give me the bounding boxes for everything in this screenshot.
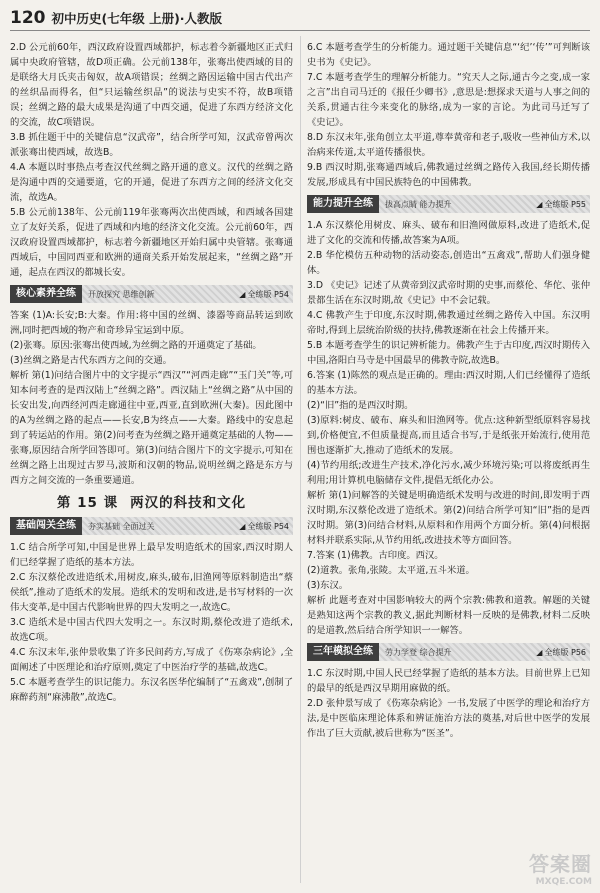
answer-paragraph: 3.C 造纸术是中国古代四大发明之一。东汉时期,蔡伦改进了造纸术,故选C项。: [10, 617, 293, 643]
section-banner: [307, 195, 590, 213]
lesson-title: [10, 496, 293, 511]
answer-list: [307, 666, 590, 741]
answer-paragraph: (2)“旧”指的是西汉时期。: [307, 400, 414, 411]
right-column: [307, 40, 590, 741]
answer-paragraph: (4)节约用纸;改进生产技术,净化污水,减少环境污染;可以将废纸再生利用;用计算机电脑储存文件,提倡无纸化办公。: [307, 460, 590, 486]
answer-paragraph: 7.答案 (1)佛教。古印度。西汉。: [307, 550, 444, 561]
column-divider: [300, 36, 301, 883]
page-number: 120: [10, 8, 46, 28]
section-banner: [10, 517, 293, 535]
answer-paragraph: 4.C 佛教产生于印度,东汉时期,佛教通过丝绸之路传入中国。东汉明帝时,得到上层统治阶级的扶持,佛教逐渐在社会上传播开来。: [307, 310, 590, 336]
book-icon: ◢: [239, 521, 246, 531]
answer-paragraph: 4.C 东汉末年,张仲景收集了许多民间药方,写成了《伤寒杂病论》,全面阐述了中医理论和治疗原则,奠定了中医治疗学的基础,故选C。: [10, 647, 293, 673]
banner-title: 能力提升全练: [307, 195, 379, 213]
answer-paragraph: 8.D 东汉末年,张角创立太平道,尊奉黄帝和老子,吸收一些神仙方术,以治病来传道,太平道传播很快。: [307, 132, 590, 158]
lesson-number: 第 15 课: [56, 495, 119, 511]
answer-paragraph: 7.C 本题考查学生的理解分析能力。“究天人之际,通古今之变,成一家之言”出自司马迁的《报任少卿书》,意思是:想探求天道与人事之间的关系,贯通古往今来变化的脉络,成为一家的言论。为此司马迁写了《史记》。: [307, 72, 590, 128]
banner-ref: ◢ 全练版 P54: [239, 287, 293, 302]
banner-title: 三年模拟全练: [307, 643, 379, 661]
answer-paragraph: (2)道教。张角,张陵。太平道,五斗米道。: [307, 565, 475, 576]
answer-paragraph: 解析 第(1)问解答的关键是明确造纸术发明与改进的时间,即发明于西汉时期,东汉蔡伦改进了造纸术。第(2)问结合所学可知“旧”指的是西汉时期。第(3)问结合材料,从原料和作用两个方面分析。第(4)问根据材料并联系实际,从节约用纸,改进技术等方面回答。: [307, 490, 590, 546]
answer-paragraph: 1.C 东汉时期,中国人民已经掌握了造纸的基本方法。目前世界上已知的最早的纸是西汉早期用麻做的纸。: [307, 668, 590, 694]
answer-paragraph: 3.D 《史记》记述了从黄帝到汉武帝时期的史事,而蔡伦、华佗、张仲景都生活在东汉时期,故《史记》中不会记载。: [307, 280, 590, 306]
lesson-name: 两汉的科技和文化: [130, 495, 247, 511]
answer-paragraph: 2.D 张仲景写成了《伤寒杂病论》一书,发展了中医学的理论和治疗方法,是中医临床理论体系和辨证施治方法的奠基,对后世中医学的发展作出了巨大贡献,被后世称为“医圣”。: [307, 698, 590, 739]
page-header: [10, 8, 222, 28]
answer-paragraph: (3)原料:树皮、破布、麻头和旧渔网等。优点:这种新型纸原料容易找到,价格便宜,不但质量提高,而且适合书写,于是纸张开始流行,使用范围也逐渐扩大,推动了造纸术的发展。: [307, 415, 590, 456]
banner-ref: ◢ 全练版 P54: [239, 519, 293, 534]
book-icon: ◢: [239, 289, 246, 299]
banner-title: 核心素养全练: [10, 285, 82, 303]
banner-ref: ◢ 全练版 P56: [536, 645, 590, 660]
answer-paragraph: 9.B 西汉时期,张骞通西域后,佛教通过丝绸之路传入我国,经长期传播发展,形成具有中国民族特色的中国佛教。: [307, 162, 590, 188]
answer-paragraph: 6.C 本题考查学生的分析能力。通过题干关键信息“‘纪’‘传’”可判断该史书为《史记》。: [307, 42, 590, 68]
answer-paragraph: 2.C 东汉蔡伦改进造纸术,用树皮,麻头,破布,旧渔网等原料制造出“蔡侯纸”,推动了造纸术的发展。造纸术的发明和改进,是书写材料的一次伟大变革,是中国古代影响世界的四大发明之一,故选C。: [10, 572, 293, 613]
banner-ref: ◢ 全练版 P55: [536, 197, 590, 212]
answer-paragraph: 6.答案 (1)陈然的观点是正确的。理由:西汉时期,人们已经懂得了造纸的基本方法。: [307, 370, 590, 396]
section-banner: [307, 643, 590, 661]
answer-paragraph: 5.B 公元前138年、公元前119年张骞两次出使西域，和西域各国建立了友好关系，促进了西域和内地的经济文化交流。公元前60年，西汉政府设置西域都护，标志着今新疆地区开始归属中央管辖。张骞通西域后，中国同西亚和欧洲的通商关系开始发展起来，“丝绸之路”开通，起点在西汉的都城长安。: [10, 207, 293, 278]
answer-paragraph: 答案 (1)A:长安;B:大秦。作用:将中国的丝绸、漆器等商品转运到欧洲,同时把西域的物产和奇珍异宝运到中原。: [10, 310, 293, 336]
answer-paragraph: 3.B 抓住题干中的关键信息“汉武帝”，结合所学可知，汉武帝曾两次派张骞出使西域，故选B。: [10, 132, 293, 158]
answer-paragraph: 1.A 东汉蔡伦用树皮、麻头、破布和旧渔网做原料,改进了造纸术,促进了文化的交流和传播,故答案为A项。: [307, 220, 590, 246]
answer-paragraph: 2.D 公元前60年，西汉政府设置西域都护，标志着今新疆地区正式归属中央政府管辖，故D项正确。公元前138年，张骞出使西域的目的是联络大月氏夹击匈奴，故A项错误；丝绸之路因运输中国古代出产的丝织品而得名，但“只运输丝织品”的说法与史实不符，故B项错误；丝绸之路的最大成果是沟通了中西交通，促进了东西方经济文化的交流，故C项错误。: [10, 42, 293, 128]
left-column: [10, 40, 293, 705]
banner-subtitle: 夯实基础 全面过关: [88, 521, 155, 531]
answer-list: [307, 218, 590, 638]
answer-paragraph: 解析 第(1)问结合图片中的文字提示“西汉”“河西走廊”“玉门关”等,可知本问考查的是西汉陆上“丝绸之路”。西汉陆上“丝绸之路”从中国的长安出发,向西经河西走廊通往中亚,西亚,直到欧洲(大秦)。因此图中的A为丝绸之路的起点——长安,B为终点——大秦。路线中的安息起到了转运站的作用。第(2)问考查为丝绸之路开通奠定基础的人物——张骞,原因结合所学回答即可。第(3)问结合图片下的文字提示,可知在丝绸之路上出现过古罗马,波斯和汉朝的物品,说明丝绸之路是东方与西方之间交流的一条重要通道。: [10, 370, 293, 486]
answer-list: [10, 308, 293, 488]
answer-list: [10, 40, 293, 280]
answer-paragraph: 解析 此题考查对中国影响较大的两个宗教:佛教和道教。解题的关键是熟知这两个宗教的教义,据此判断材料一反映的是佛教,材料二反映的是道教,然后结合所学知识一一解答。: [307, 595, 590, 636]
answer-paragraph: 4.A 本题以时事热点考查汉代丝绸之路开通的意义。汉代的丝绸之路是沟通中西的交通要道，它的开通，促进了东西方之间的经济文化交流，故选A。: [10, 162, 293, 203]
answer-paragraph: (3)丝绸之路是古代东西方之间的交通。: [10, 355, 172, 366]
banner-subtitle: 开放探究 思维创新: [88, 289, 155, 299]
section-banner: [10, 285, 293, 303]
banner-title: 基础闯关全练: [10, 517, 82, 535]
watermark-logo: 答案圈 MXQE.COM: [529, 852, 592, 887]
answer-list: [10, 540, 293, 705]
header-rule: [10, 30, 590, 31]
answer-paragraph: 1.C 结合所学可知,中国是世界上最早发明造纸术的国家,西汉时期人们已经掌握了造纸的基本方法。: [10, 542, 293, 568]
answer-paragraph: (3)东汉。: [307, 580, 349, 591]
book-title: 初中历史(七年级 上册)·人教版: [51, 11, 223, 26]
answer-paragraph: 5.C 本题考查学生的识记能力。东汉名医华佗编制了“五禽戏”,创制了麻醉药剂“麻沸散”,故选C。: [10, 677, 293, 703]
answer-paragraph: 5.B 本题考查学生的识记辨析能力。佛教产生于古印度,西汉时期传入中国,洛阳白马寺是中国最早的佛教寺院,故选B。: [307, 340, 590, 366]
answer-paragraph: (2)张骞。原因:张骞出使西域,为丝绸之路的开通奠定了基础。: [10, 340, 262, 351]
banner-subtitle: 拔高点睛 能力提升: [385, 199, 452, 209]
book-icon: ◢: [536, 647, 543, 657]
answer-list: [307, 40, 590, 190]
book-icon: ◢: [536, 199, 543, 209]
answer-paragraph: 2.B 华佗模仿五种动物的活动姿态,创造出“五禽戏”,帮助人们强身健体。: [307, 250, 590, 276]
banner-subtitle: 劳力学登 综合提升: [385, 647, 452, 657]
